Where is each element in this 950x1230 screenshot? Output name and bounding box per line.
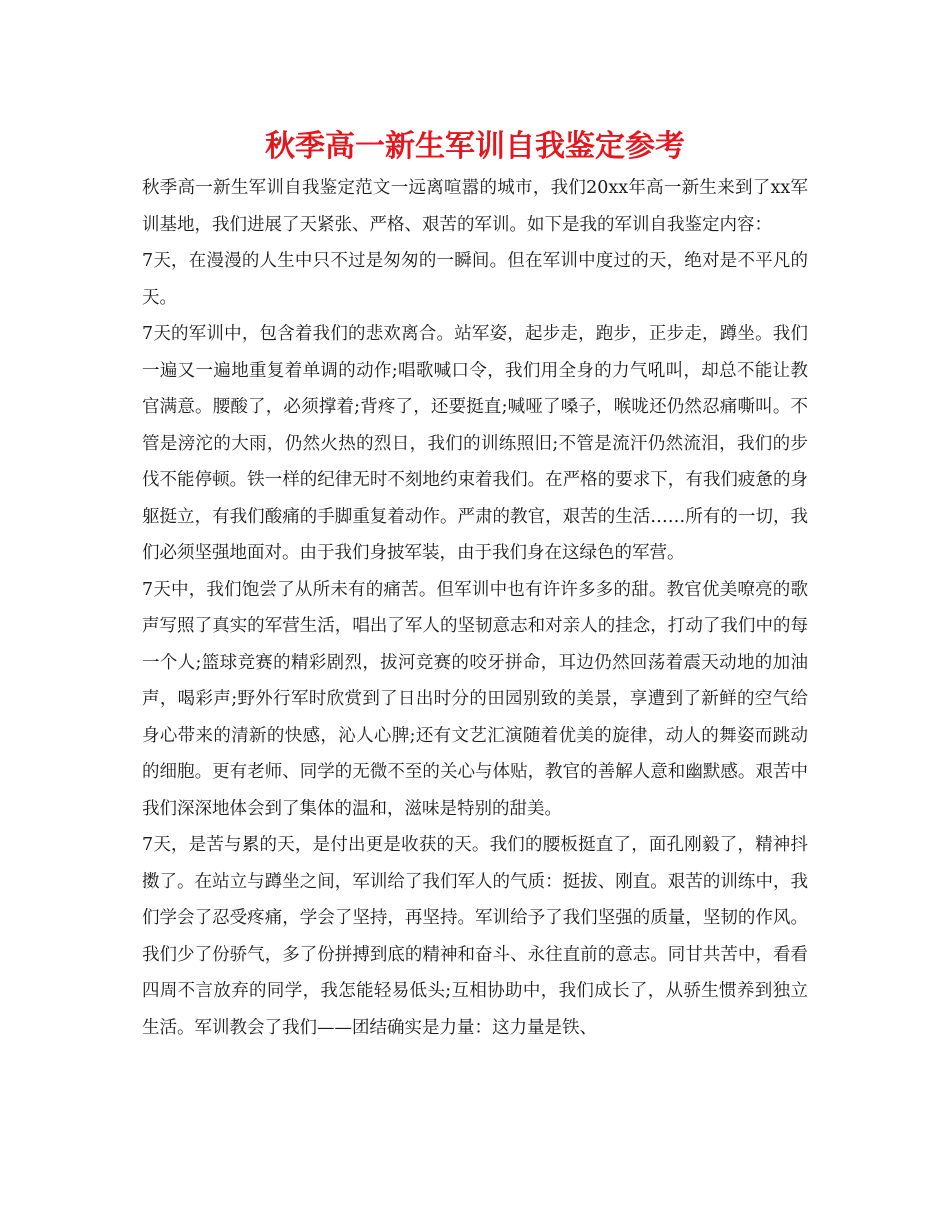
document-body (142, 170, 808, 1046)
document-title: 秋季高一新生军训自我鉴定参考 (265, 129, 685, 164)
paragraph-intro: 秋季高一新生军训自我鉴定范文一远离喧嚣的城市，我们20xx年高一新生来到了xx军训基地，我们进展了天紧张、严格、艰苦的军训。如下是我的军训自我鉴定内容： (142, 178, 808, 235)
paragraph-harvest: 7天，是苦与累的天，是付出更是收获的天。我们的腰板挺直了，面孔刚毅了，精神抖擞了。在站立与蹲坐之间，军训给了我们军人的气质：挺拔、刚直。艰苦的训练中，我们学会了忍受疼痛，学会了坚持，再坚持。军训给予了我们坚强的质量，坚韧的作风。我们少了份骄气，多了份拼搏到底的精神和奋斗、永往直前的意志。同甘共苦中，看看四周不言放弃的同学，我怎能轻易低头;互相协助中，我们成长了，从骄生惯养到独立生活。军训教会了我们——团结确实是力量：这力量是铁、 (142, 835, 808, 1038)
paragraph-sweetness: 7天中，我们饱尝了从所未有的痛苦。但军训中也有许许多多的甜。教官优美嘹亮的歌声写照了真实的军营生活，唱出了军人的坚韧意志和对亲人的挂念，打动了我们中的每一个人;篮球竞赛的精彩剧烈，拔河竞赛的咬牙拼命，耳边仍然回荡着震天动地的加油声，喝彩声;野外行军时欣赏到了日出时分的田园别致的美景，享遭到了新鲜的空气给身心带来的清新的快感，沁人心脾;还有文艺汇演随着优美的旋律，动人的舞姿而跳动的细胞。更有老师、同学的无微不至的关心与体贴，教官的善解人意和幽默感。艰苦中我们深深地体会到了集体的温和，滋味是特别的甜美。 (142, 579, 808, 819)
paragraph-training: 7天的军训中，包含着我们的悲欢离合。站军姿，起步走，跑步，正步走，蹲坐。我们一遍又一遍地重复着单调的动作;唱歌喊口令，我们用全身的力气吼叫，却总不能让教官满意。腰酸了，必须撑着;背疼了，还要挺直;喊哑了嗓子，喉咙还仍然忍痛嘶叫。不管是滂沱的大雨，仍然火热的烈日，我们的训练照旧;不管是流汗仍然流泪，我们的步伐不能停顿。铁一样的纪律无时不刻地约束着我们。在严格的要求下，有我们疲惫的身躯挺立，有我们酸痛的手脚重复着动作。严肃的教官，艰苦的生活……所有的一切，我们必须坚强地面对。由于我们身披军装，由于我们身在这绿色的军营。 (142, 324, 808, 563)
paragraph-seven-days: 7天，在漫漫的人生中只不过是匆匆的一瞬间。但在军训中度过的天，绝对是不平凡的天。 (142, 251, 808, 308)
